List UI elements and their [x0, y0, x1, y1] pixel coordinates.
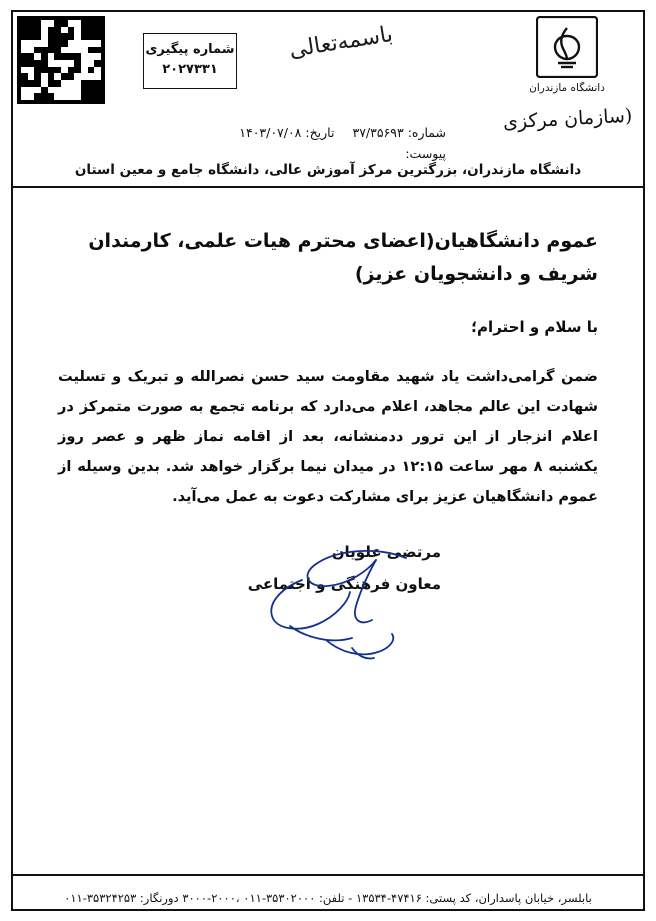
document-number-label: شماره:	[407, 125, 446, 140]
addressee-title: عموم دانشگاهیان(اعضای محترم هیات علمی، کارمندان شریف و دانشجویان عزیز)	[88, 230, 598, 286]
basmala-text: باسمه‌تعالی	[287, 21, 395, 64]
header-subtitle: دانشگاه مازندران، بزرگترین مرکز آموزش عالی، دانشگاه جامع و معین استان	[74, 162, 582, 178]
footer-contact: بابلسر، خیابان پاسداران، کد پستی: ۴۷۴۱۶-۱۳۵۳۴ - تلفن: ۳۵۳۰۲۰۰۰-۰۱۱ ،۲۰۰۰-۳۰۰۰ دورنگار: ۳۵۳۲۴۲۵۳-۰۱۱	[64, 891, 592, 905]
document-attachment-label: پیوست:	[405, 146, 446, 162]
footer-divider	[13, 874, 643, 876]
handwritten-signature-icon	[256, 540, 446, 670]
tracking-label: شماره پیگیری	[145, 42, 235, 57]
header-divider	[13, 186, 643, 188]
university-logo	[502, 16, 632, 94]
qr-code-icon	[17, 16, 105, 104]
body-paragraph: ضمن گرامی‌داشت یاد شهید مقاومت سید حسن نصرالله و تبریک و تسلیت شهادت این عالم مجاهد، اعلام می‌دارد که برنامه تجمع به صورت متمرکز در اعلام انزجار از این ترور ددمنشانه، بعد از اقامه نماز ظهر و عصر روز یکشنبه ۸ مهر ساعت ۱۲:۱۵ در میدان نیما برگزار خواهد شد. بدین وسیله از عموم دانشگاهیان عزیز برای مشارکت دعوت به عمل می‌آید.	[58, 368, 598, 505]
organization-name: (سازمان مرکزی	[502, 104, 633, 134]
document-number-value: ۳۷/۳۵۶۹۳	[352, 125, 404, 140]
tracking-value: ۲۰۲۷۳۳۱	[162, 62, 218, 78]
document-date	[239, 122, 334, 143]
logo-caption: دانشگاه مازندران	[529, 82, 605, 94]
document-date-label: تاریخ:	[305, 125, 335, 140]
greeting-text: با سلام و احترام؛	[471, 318, 598, 336]
mazandaran-university-logo-icon	[536, 16, 598, 78]
signatory-name: مرتضی علویان	[331, 543, 441, 561]
signatory-title: معاون فرهنگی و اجتماعی	[247, 575, 441, 593]
document-date-value: ۱۴۰۳/۰۷/۰۸	[239, 125, 302, 140]
tracking-number-box	[143, 33, 237, 89]
document-number	[352, 122, 446, 143]
document-meta	[239, 122, 446, 165]
